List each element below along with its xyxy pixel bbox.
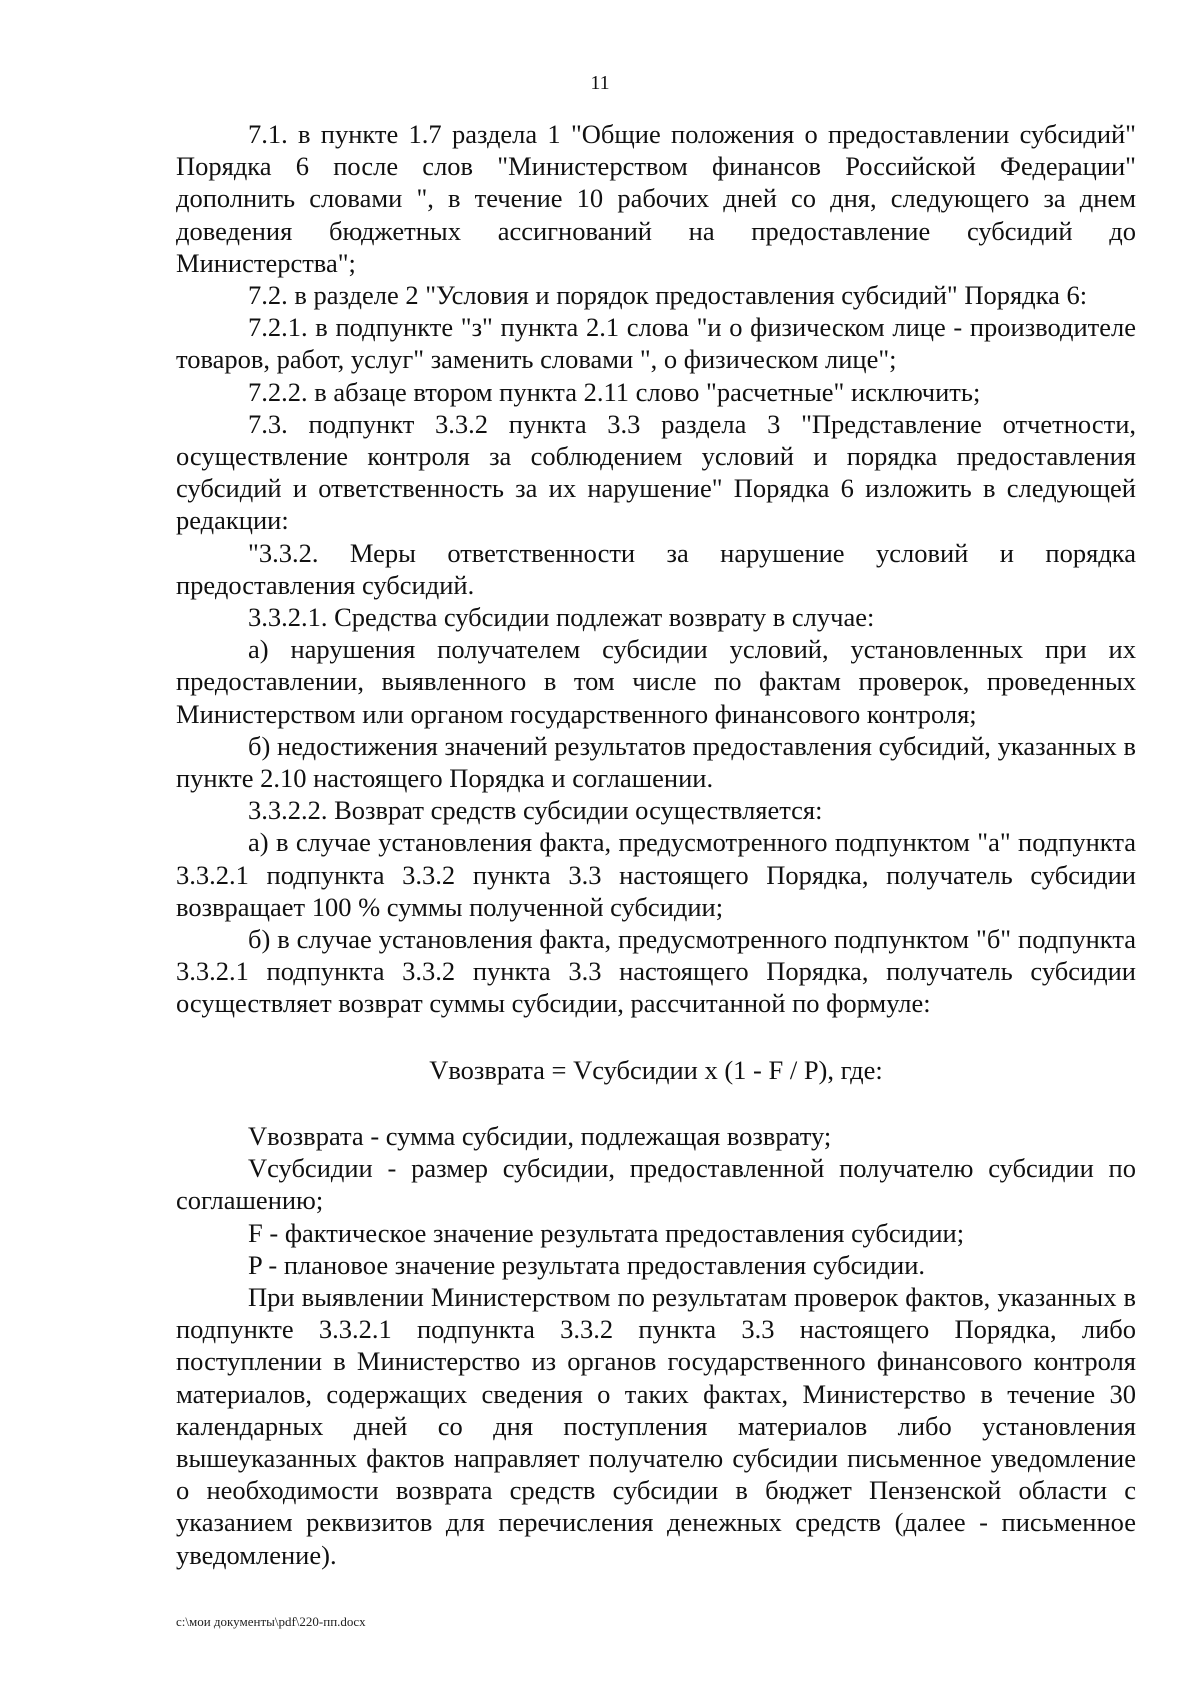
definition-v-return: Vвозврата - сумма субсидии, подлежащая возврату;	[248, 1120, 832, 1151]
paragraph-3-3-2: "3.3.2. Меры ответственности за нарушение условий и порядка предоставления субсидий.	[176, 537, 1136, 600]
paragraph-3-3-2-2: 3.3.2.2. Возврат средств субсидии осуществляется:	[248, 795, 823, 826]
paragraph-7-1: 7.1. в пункте 1.7 раздела 1 "Общие положения о предоставлении субсидий" Порядка 6 после слов "Министерством финансов Российской Федерации" дополнить словами ", в течение 10 рабочих дней со дня, следующего за днем доведения бюджетных ассигнований на предоставление субсидий до Министерства";	[176, 119, 1136, 278]
paragraph-item-a-violation: а) нарушения получателем субсидии условий, установленных при их предоставлении, выявленного в том числе по фактам проверок, проведенных Министерством или органом государственного финансового контроля;	[176, 634, 1136, 729]
paragraph-7-2-2: 7.2.2. в абзаце втором пункта 2.11 слово "расчетные" исключить;	[248, 376, 981, 407]
definition-f: F - фактическое значение результата предоставления субсидии;	[248, 1217, 965, 1248]
paragraph-7-2: 7.2. в разделе 2 "Условия и порядок предоставления субсидий" Порядка 6:	[248, 280, 1088, 311]
paragraph-item-b-nonachievement: б) недостижения значений результатов предоставления субсидий, указанных в пункте 2.10 настоящего Порядка и соглашении.	[176, 730, 1136, 794]
document-body	[176, 118, 1136, 1571]
paragraph-7-2-1: 7.2.1. в подпункте "з" пункта 2.1 слова "и о физическом лице - производителе товаров, работ, услуг" заменить словами ", о физическом лице";	[176, 312, 1136, 375]
return-formula: Vвозврата = Vсубсидии x (1 - F / P), где:	[429, 1054, 883, 1085]
paragraph-7-3: 7.3. подпункт 3.3.2 пункта 3.3 раздела 3 "Представление отчетности, осуществление контроля за соблюдением условий и порядка предоставления субсидий и ответственность за их нарушение" Порядка 6 изложить в следующей редакции:	[176, 408, 1136, 536]
paragraph-3-3-2-1: 3.3.2.1. Средства субсидии подлежат возврату в случае:	[248, 602, 875, 633]
paragraph-notification: При выявлении Министерством по результатам проверок фактов, указанных в подпункте 3.3.2.1 подпункта 3.3.2 пункта 3.3 настоящего Порядка, либо поступлении в Министерство из органов государственного финансового контроля материалов, содержащих сведения о таких фактах, Министерство в течение 30 календарных дней со дня поступления материалов либо установления вышеуказанных фактов направляет получателю субсидии письменное уведомление о необходимости возврата средств субсидии в бюджет Пензенской области с указанием реквизитов для перечисления денежных средств (далее - письменное уведомление).	[176, 1281, 1136, 1570]
paragraph-return-b: б) в случае установления факта, предусмотренного подпунктом "б" подпункта 3.3.2.1 подпункта 3.3.2 пункта 3.3 настоящего Порядка, получатель субсидии осуществляет возврат суммы субсидии, рассчитанной по формуле:	[176, 924, 1136, 1019]
footer-file-path: c:\мои документы\pdf\220-пп.docx	[176, 1614, 366, 1629]
definition-p: P - плановое значение результата предоставления субсидии.	[248, 1249, 926, 1280]
paragraph-return-a: а) в случае установления факта, предусмотренного подпунктом "а" подпункта 3.3.2.1 подпункта 3.3.2 пункта 3.3 настоящего Порядка, получатель субсидии возвращает 100 % суммы полученной субсидии;	[176, 827, 1136, 922]
page-number: 11	[590, 72, 610, 94]
definition-v-subsidy: Vсубсидии - размер субсидии, предоставленной получателю субсидии по соглашению;	[176, 1153, 1136, 1216]
